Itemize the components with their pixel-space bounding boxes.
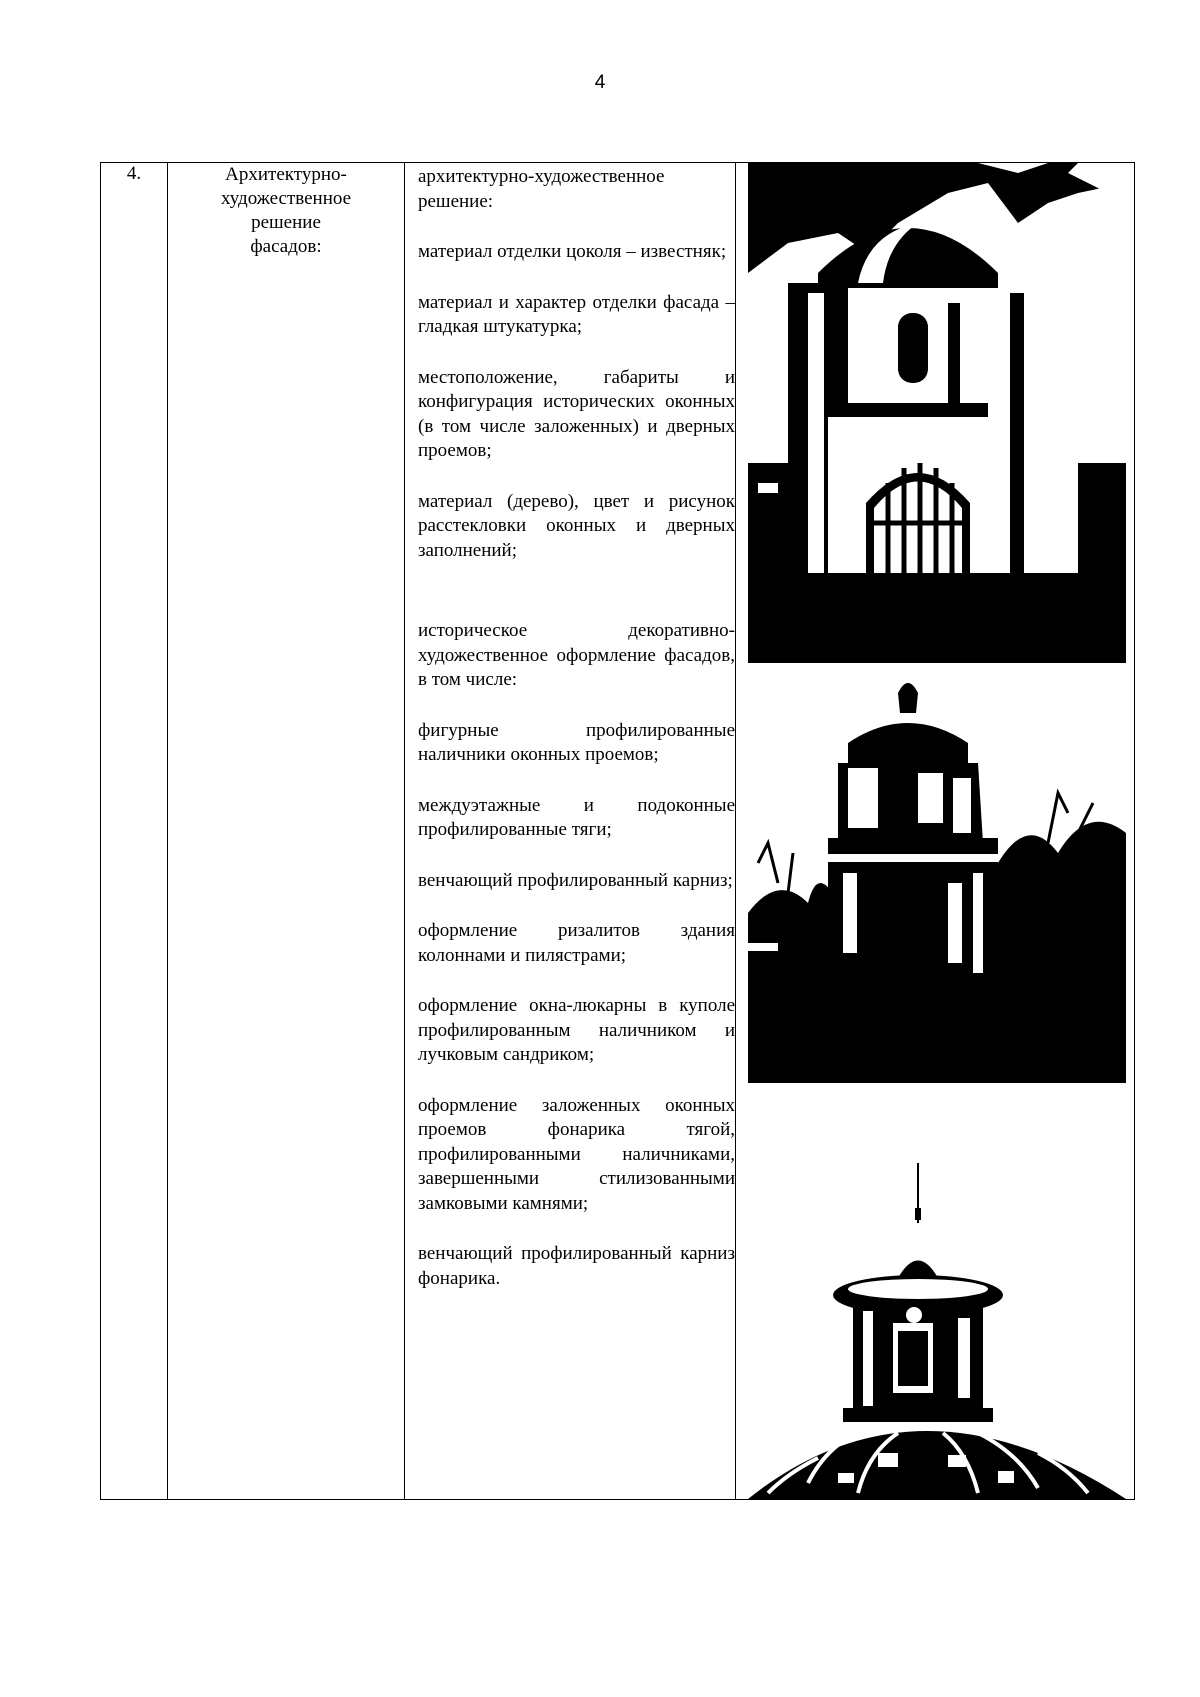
- row-title-line: решение: [251, 212, 321, 233]
- row-title: [168, 163, 405, 1500]
- row-description: [405, 163, 736, 1500]
- row-title-line: Архитектурно-: [225, 164, 347, 185]
- tower-photo: [748, 663, 1126, 1083]
- row-title-line: художественное: [220, 188, 352, 209]
- page-number: 4: [594, 72, 606, 93]
- lantern-photo: [748, 1083, 1126, 1499]
- description-paragraph: материал (дерево), цвет и рисунок расстекловки оконных и дверных заполнений;: [418, 490, 735, 561]
- tower-photo-image: [748, 663, 1126, 1083]
- description-paragraph: венчающий профилированный карниз;: [418, 869, 733, 891]
- description-paragraph: оформление окна-люкарны в куполе профилированным наличником и лучковым сандриком;: [418, 995, 735, 1065]
- facade-photo: [748, 163, 1126, 663]
- description-paragraph: оформление ризалитов здания колоннами и пилястрами;: [418, 920, 735, 966]
- lantern-photo-image: [748, 1083, 1126, 1499]
- description-paragraph: междуэтажные и подоконные профилированные тяги;: [418, 794, 735, 840]
- description-paragraph: материал и характер отделки фасада – гладкая штукатурка;: [418, 291, 735, 337]
- description-paragraph: материал отделки цоколя – известняк;: [418, 241, 727, 262]
- row-title-line: фасадов:: [250, 236, 322, 257]
- table-row: [101, 163, 1135, 1500]
- description-paragraph: местоположение, габариты и конфигурация исторических оконных (в том числе заложенных) и дверных проемов;: [418, 366, 735, 461]
- monument-elements-table: [100, 162, 1135, 1500]
- row-photos: [736, 163, 1135, 1500]
- row-number: 4.: [101, 163, 168, 1500]
- description-paragraph: венчающий профилированный карниз фонарика.: [418, 1243, 735, 1289]
- description-paragraph: архитектурно-художественное решение:: [418, 166, 665, 212]
- description-paragraph: историческое декоративно-художественное оформление фасадов, в том числе:: [418, 620, 735, 690]
- description-paragraph: фигурные профилированные наличники оконных проемов;: [418, 719, 735, 765]
- description-paragraph: оформление заложенных оконных проемов фонарика тягой, профилированными наличниками, завершенными стилизованными замковыми камнями;: [418, 1094, 735, 1214]
- facade-photo-image: [748, 163, 1126, 663]
